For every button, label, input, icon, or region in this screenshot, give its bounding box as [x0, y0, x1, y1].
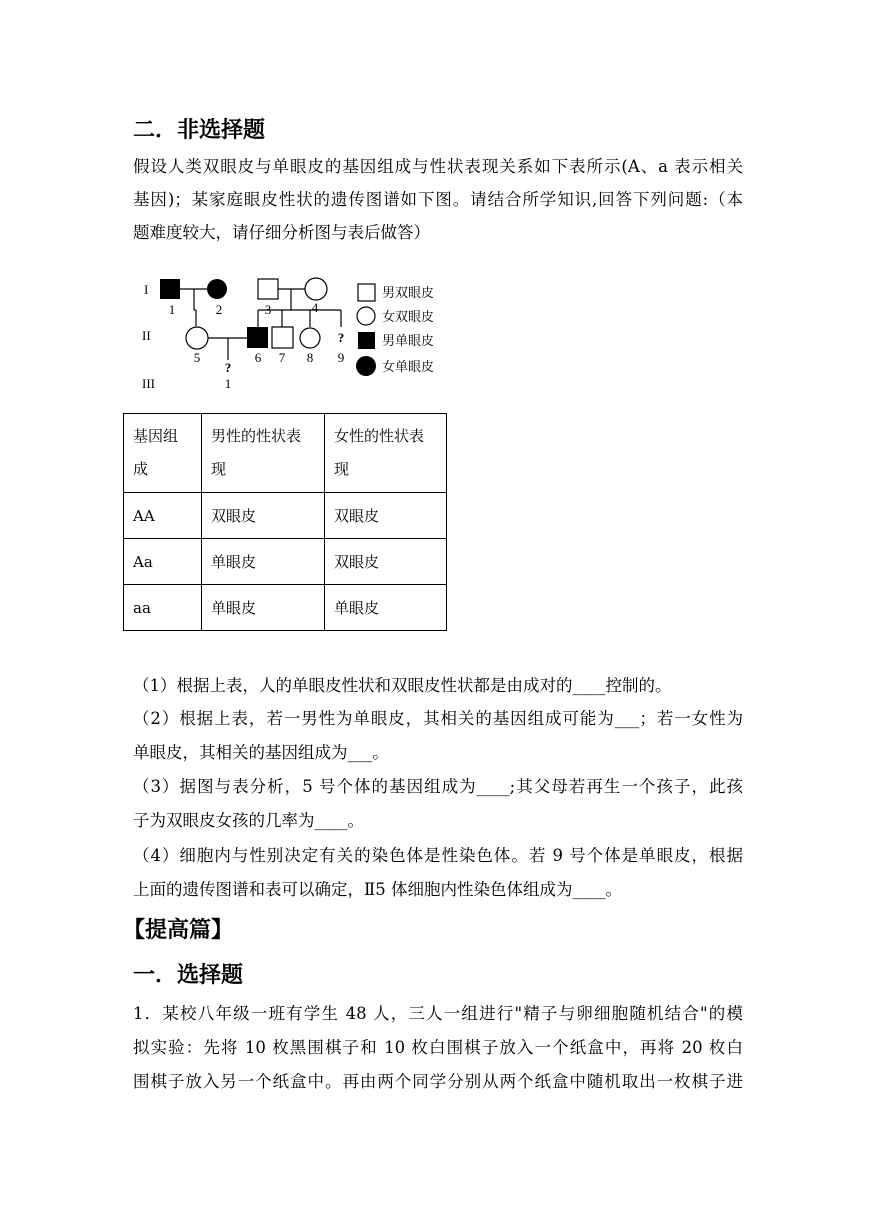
question-4-line-2: 上面的遗传图谱和表可以确定，Ⅱ5 体细胞内性染色体组成为____。	[133, 880, 622, 899]
gen-label-II: II	[142, 328, 151, 343]
choice-q1-line-2: 拟实验：先将 10 枚黑围棋子和 10 枚白围棋子放入一个纸盒中，再将 20 枚白	[133, 1038, 743, 1057]
question-3-line-2: 子为双眼皮女孩的几率为____。	[133, 811, 364, 830]
question-3-line-1: （3）据图与表分析，5 号个体的基因组成为____;其父母若再生一个孩子，此孩	[133, 777, 743, 796]
pedigree-II6	[247, 327, 268, 348]
table-header-cell: 基因组成	[124, 414, 202, 493]
legend-female-double: 女双眼皮	[382, 310, 435, 325]
legend-female-single-icon	[356, 356, 376, 376]
section-title-nonchoice: 二．非选择题	[133, 118, 266, 143]
num-II7: 7	[278, 350, 286, 365]
table-cell: aa	[124, 585, 202, 631]
gen-label-III: III	[142, 376, 155, 391]
pedigree-II7	[272, 327, 293, 348]
table-header-cell: 男性的性状表现	[202, 414, 325, 493]
legend-male-double-icon	[358, 284, 375, 301]
num-III1: 1	[224, 376, 232, 391]
section-subtitle-choice: 一．选择题	[133, 963, 244, 988]
choice-q1-line-1: 1．某校八年级一班有学生 48 人，三人一组进行"精子与卵细胞随机结合"的模	[133, 1004, 743, 1023]
question-4-line-1: （4）细胞内与性别决定有关的染色体是性染色体。若 9 号个体是单眼皮，根据	[133, 846, 743, 865]
num-II9: 9	[337, 350, 345, 365]
num-I3: 3	[264, 302, 272, 317]
num-II8: 8	[306, 350, 314, 365]
num-I2: 2	[215, 302, 223, 317]
pedigree-diagram	[130, 268, 450, 398]
pedigree-I1	[160, 279, 180, 299]
table-cell: 单眼皮	[325, 585, 447, 631]
legend-female-single: 女单眼皮	[382, 360, 435, 375]
table-header-row	[124, 414, 447, 493]
pedigree-I3	[258, 279, 278, 299]
pedigree-I2	[207, 279, 227, 299]
pedigree-II5	[186, 327, 208, 349]
intro-line-1: 假设人类双眼皮与单眼皮的基因组成与性状表现关系如下表所示(A、a 表示相关	[133, 157, 743, 176]
table-cell: 双眼皮	[325, 539, 447, 585]
table-cell: 双眼皮	[202, 493, 325, 539]
num-II5: 5	[193, 350, 201, 365]
table-cell: 单眼皮	[202, 539, 325, 585]
legend-male-single: 男单眼皮	[382, 334, 435, 349]
section-title-advanced: 【提高篇】	[123, 918, 234, 943]
legend-male-double: 男双眼皮	[382, 286, 435, 301]
unknown-III1: ?	[224, 360, 232, 375]
gen-label-I: I	[144, 282, 149, 297]
legend-male-single-icon	[358, 332, 375, 349]
num-I4: 4	[311, 300, 319, 315]
unknown-II9: ?	[337, 330, 345, 345]
num-I1: 1	[168, 302, 176, 317]
choice-q1-line-3: 围棋子放入另一个纸盒中。再由两个同学分别从两个纸盒中随机取出一枚棋子进	[133, 1072, 743, 1091]
question-1: （1）根据上表，人的单眼皮性状和双眼皮性状都是由成对的____控制的。	[133, 676, 672, 695]
pedigree-II8	[300, 328, 320, 348]
table-header-cell: 女性的性状表现	[325, 414, 447, 493]
question-2-line-2: 单眼皮，其相关的基因组成为___。	[133, 743, 389, 762]
table-row	[124, 539, 447, 585]
table-cell: 双眼皮	[325, 493, 447, 539]
table-row	[124, 585, 447, 631]
genotype-table	[123, 413, 447, 631]
question-2-line-1: （2）根据上表，若一男性为单眼皮，其相关的基因组成可能为___；若一女性为	[133, 709, 743, 728]
intro-line-3: 题难度较大，请仔细分析图与表后做答）	[133, 223, 430, 242]
table-cell: Aa	[124, 539, 202, 585]
pedigree-I4	[305, 278, 327, 300]
intro-line-2: 基因)；某家庭眼皮性状的遗传图谱如下图。请结合所学知识,回答下列问题:（本	[133, 190, 743, 209]
table-row	[124, 493, 447, 539]
table-cell: 单眼皮	[202, 585, 325, 631]
table-cell: AA	[124, 493, 202, 539]
num-II6: 6	[254, 350, 262, 365]
legend-female-double-icon	[357, 307, 375, 325]
